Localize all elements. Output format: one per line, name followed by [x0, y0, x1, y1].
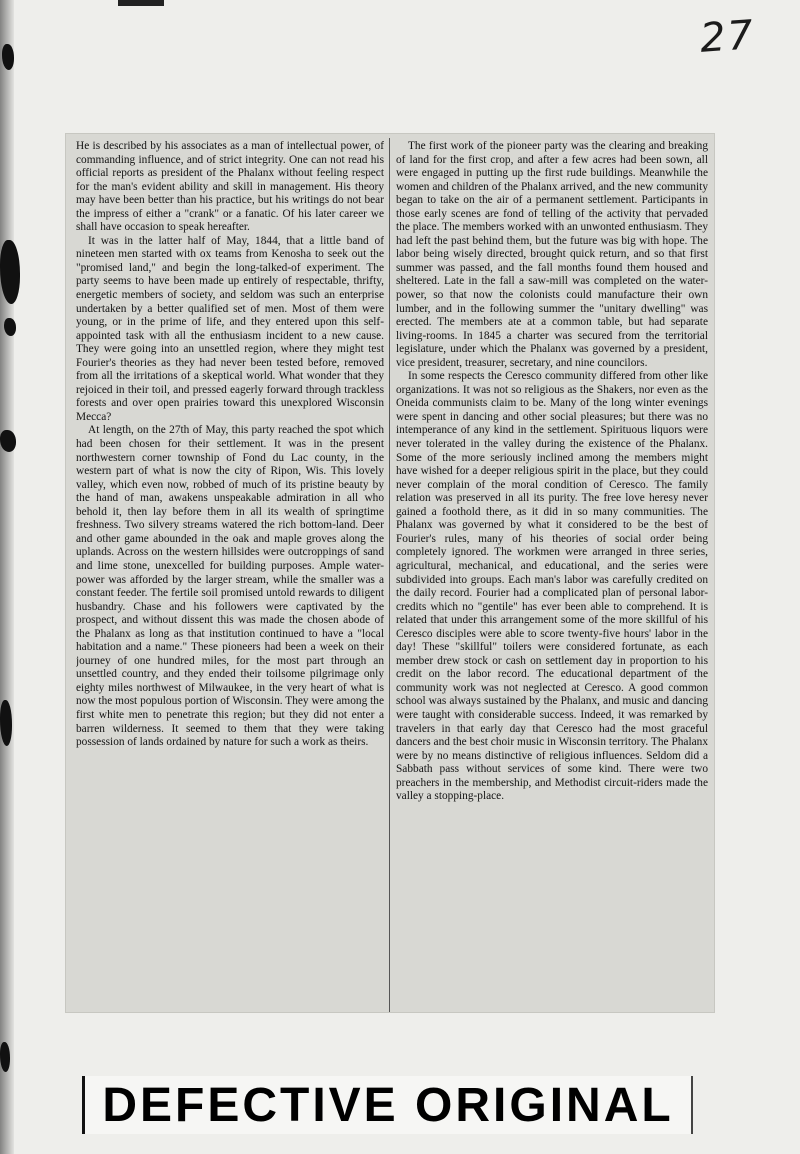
stamp-text: DEFECTIVE ORIGINAL: [102, 1078, 674, 1132]
ink-blot: [0, 700, 12, 746]
handwritten-page-number: 27: [698, 12, 757, 62]
ink-blot: [2, 44, 14, 70]
article-paragraph: It was in the latter half of May, 1844, that a little band of nineteen men started with ox teams from Kenosha to seek out the "promised land," and begin the long-talked-of experiment. The party seems to have been made up entirely of respectable, thrifty, energetic members of society, and seldom was such an enterprise undertaken by a better qualified set of men. Most of them were young, or in the prime of life, and they entered upon this self-appointed task with all the enthusiasm incident to a new cause. They were going into an unsettled region, where they might test Fourier's theories as they had never been tested before, removed from all the irritations of a skeptical world. What wonder that they rejoiced in their toil, and pressed eagerly forward through trackless forests and over open prairies toward this unexplored Wisconsin Mecca?: [76, 234, 384, 423]
article-paragraph: He is described by his associates as a man of intellectual power, of commanding influence, and of strict integrity. One can not read his official reports as president of the Phalanx without feeling respect for the man's evident ability and skill in management. His theory may have been better than his practice, but his writings do not bear the impress of either a "crank" or a fanatic. Of his later career we shall have occasion to speak hereafter.: [76, 140, 384, 234]
scan-edge-shadow: [0, 0, 14, 1154]
article-paragraph: At length, on the 27th of May, this party reached the spot which had been chosen for their settlement. It was in the present northwestern corner township of Fond du Lac county, in the western part of what is now the city of Ripon, Wis. This lovely valley, which even now, robbed of much of its pristine beauty by the hand of man, awakens unspeakable admiration in all who behold it, then lay before them in all its wealth of springtime freshness. Two silvery streams watered the rich bottom-land. Deer and other game abounded in the oak and maple groves along the uplands. Across on the western hillsides were outcroppings of sand and lime stone, unexcelled for building purposes. Ample water-power was afforded by the larger stream, while the smaller was a constant feeder. The fertile soil promised untold rewards to diligent husbandry. Chase and his followers were captivated by the prospect, and without dissent this was made the chosen abode of the Phalanx as long as that institution continued to have a "local habitation and a name." These pioneers had been a week on their journey of one hundred miles, for the most part through an unsettled country, and they ended their toilsome pilgrimage only eighty miles northwest of Milwaukee, in the very heart of what is now the most populous portion of Wisconsin. They were among the first white men to penetrate this region; but they did not enter a barren wilderness. It seemed to them that they were taking possession of lands ordained by nature for such a work as theirs.: [76, 424, 384, 749]
ink-blot: [0, 240, 20, 304]
article-paragraph: The first work of the pioneer party was the clearing and breaking of land for the first crop, and after a few acres had been sown, all were engaged in putting up the first rude buildings. Meanwhile the women and children of the Phalanx arrived, and the new community began to take on the air of a permanent settlement. Participants in those early scenes are fond of telling of the activity that pervaded the place. The members worked with an unwonted enthusiasm. They had left the past behind them, but the future was big with hope. The labor being wisely directed, brought quick return, and so that first summer was passed, and the fall months found them housed and sheltered. Late in the fall a saw-mill was completed on the water-power, so that now the colonists could manufacture their own lumber, and in the following summer the "unitary dwelling" was erected. The members ate at a common table, but had separate living-rooms. In 1845 a charter was secured from the territorial legislature, under which the Phalanx was governed by a president, vice president, treasurer, secretary, and nine councilors.: [396, 140, 708, 369]
article-column-left: [76, 140, 384, 1010]
article-column-right: [396, 140, 708, 1010]
article-paragraph: In some respects the Ceresco community differed from other like organizations. It was not so religious as the Shakers, nor even as the Oneida communists claim to be. Many of the long winter evenings were spent in dancing and other social pleasures; but there was no intemperance of any kind in the settlement. Spirituous liquors were never tolerated in the valley during the existence of the Phalanx. Some of the more seriously inclined among the members might have wished for a deeper religious spirit in the place, but they could never complain of the moral condition of Ceresco. The family relation was preserved in all its purity. The free love heresy never gained a foothold there, as it did in so many communities. The Phalanx was governed by what it considered to be the best of Fourier's rules, many of his theories of social order being completely ignored. The workmen were arranged in three series, agricultural, mechanical, and educational, and the series were subdivided into groups. Each man's labor was carefully credited on the daily record. Fourier had a complicated plan of personal labor-credits which no "gentile" has ever been able to comprehend. It is related that under this arrangement some of the more skillful of his Ceresco disciples were able to score twenty-five hours' labor in the day! These "skillful" toilers were considered fortunate, as each member drew stock or cash on settlement day in proportion to his credit on the labor record. The educational department of the community work was not neglected at Ceresco. A good common school was always sustained by the Phalanx, and music and dancing were taught with considerable success. Indeed, it was remarked by travelers in that early day that Ceresco had the most graceful dancers and the best choir music in Wisconsin territory. The Phalanx were by no means distinctive of religious influences. Seldom did a Sabbath pass without services of some kind. There were two preachers in the membership, and Methodist circuit-riders made the valley a stopping-place.: [396, 370, 708, 803]
ink-blot: [4, 318, 16, 336]
ink-blot: [0, 1042, 10, 1072]
defective-original-stamp: [82, 1076, 693, 1134]
ink-blot: [0, 430, 16, 452]
column-divider: [389, 138, 390, 1012]
scan-mark: [118, 0, 164, 6]
